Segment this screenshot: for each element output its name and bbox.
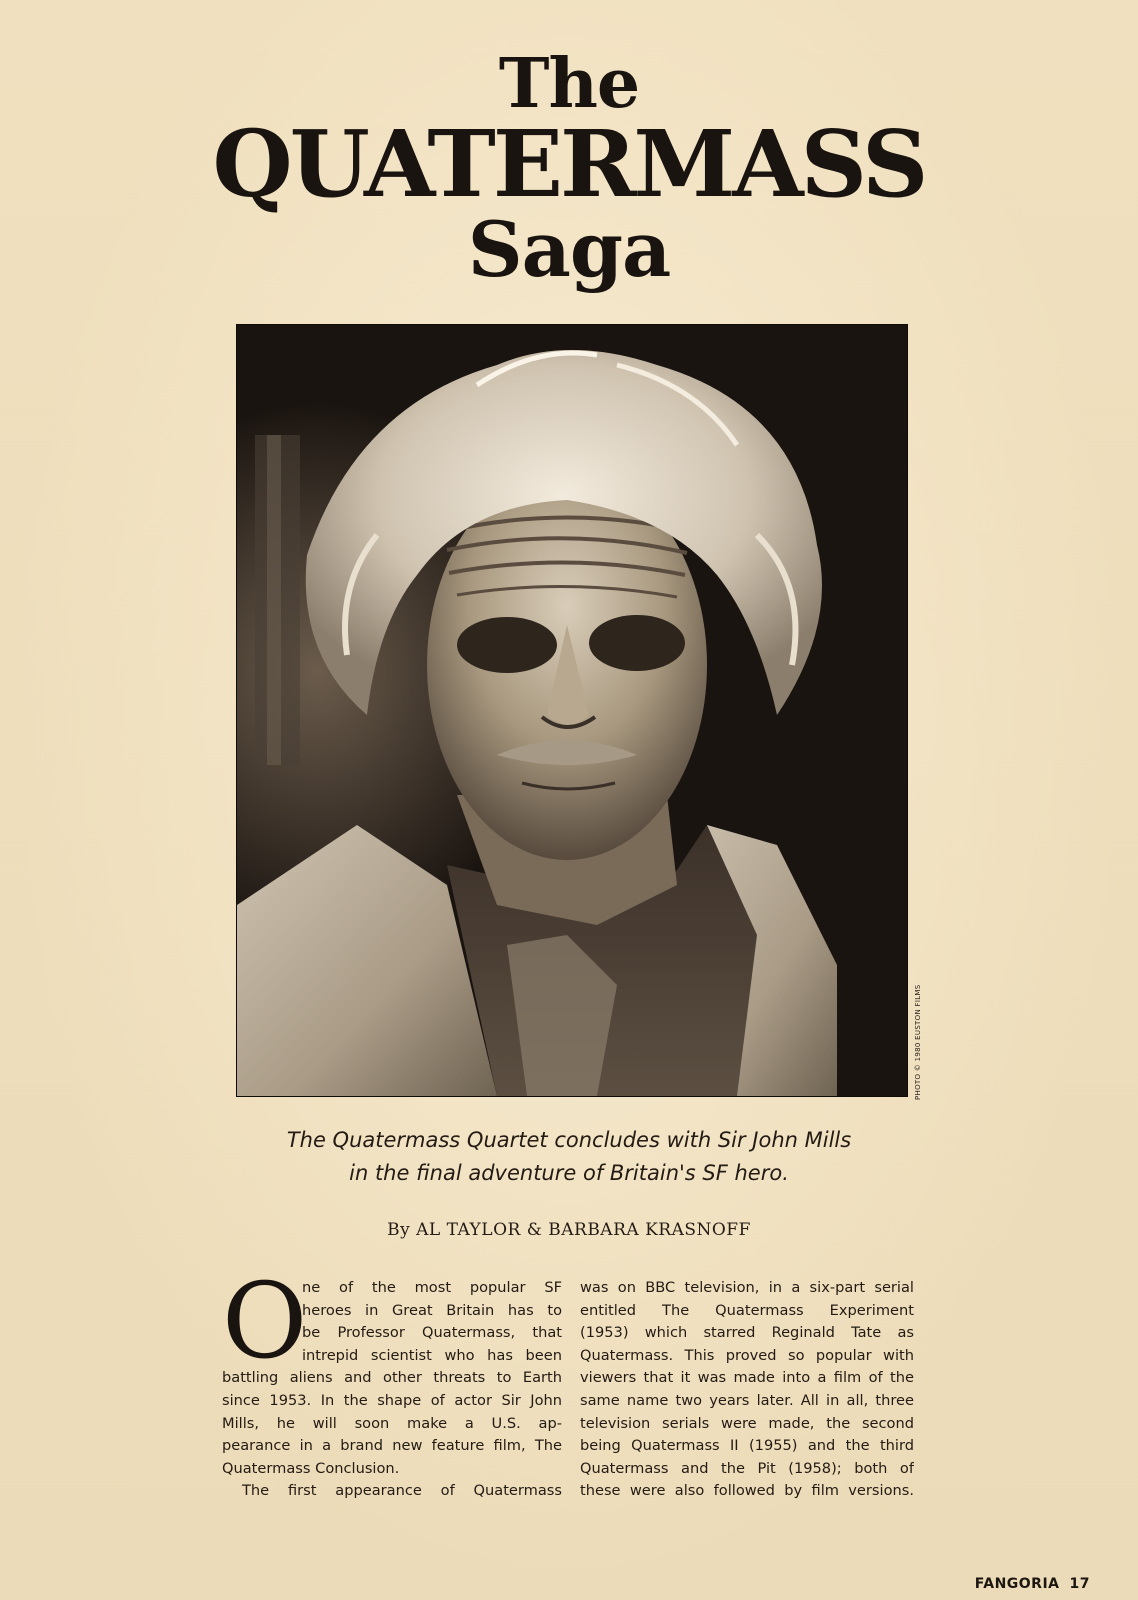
- headline-line-2: QUATERMASS: [212, 110, 926, 218]
- byline: By AL TAYLOR & BARBARA KRASNOFF: [387, 1220, 751, 1240]
- article-line: same name two years later. All in all, three: [580, 1391, 914, 1409]
- portrait-photo: [237, 325, 907, 1096]
- article-line: ne of the most popular SF: [302, 1279, 562, 1296]
- headline-line-3: Saga: [467, 205, 671, 294]
- article-line: viewers that it was made into a film of the: [580, 1369, 914, 1387]
- article-line: television serials were made, the second: [580, 1414, 914, 1432]
- deck-subheadline: [0, 1124, 1138, 1190]
- photo-credit-text: PHOTO © 1980 EUSTON FILMS: [914, 984, 922, 1100]
- magazine-name: FANGORIA: [974, 1576, 1060, 1592]
- article-line: (1953) which starred Reginald Tate as: [580, 1324, 914, 1342]
- page-number: 17: [1069, 1576, 1090, 1592]
- article-column-right: [580, 1277, 914, 1503]
- article-column-left: [222, 1277, 562, 1503]
- portrait-photo-illustration: [237, 325, 907, 1096]
- article-line: Quatermass and the Pit (1958); both of: [580, 1459, 914, 1477]
- article-line: was on BBC television, in a six-part serial: [580, 1279, 914, 1296]
- article-line: heroes in Great Britain has to: [302, 1301, 562, 1319]
- article-line: Mills, he will soon make a U.S. ap-: [222, 1414, 562, 1432]
- article-line: since 1953. In the shape of actor Sir John: [222, 1391, 562, 1409]
- article-line: Quatermass Conclusion.: [222, 1459, 400, 1477]
- article-line: pearance in a brand new feature film, The: [222, 1437, 562, 1455]
- photo-credit: [914, 970, 926, 1100]
- article-line: The first appearance of Quatermass: [242, 1482, 562, 1500]
- deck-line-1: The Quatermass Quartet concludes with Sir John Mills: [286, 1128, 852, 1152]
- drop-cap: O: [222, 1260, 308, 1382]
- article-line: being Quatermass II (1955) and the third: [580, 1437, 914, 1455]
- article-line: Quatermass. This proved so popular with: [580, 1346, 914, 1364]
- article-line: entitled The Quatermass Experiment: [580, 1301, 914, 1319]
- article-line: be Professor Quatermass, that: [302, 1324, 562, 1342]
- page-footer: [975, 1576, 1090, 1592]
- deck-line-2: in the final adventure of Britain's SF hero.: [349, 1161, 789, 1185]
- article-line: battling aliens and other threats to Earth: [222, 1369, 562, 1387]
- article-line: these were also followed by film versions.: [580, 1482, 914, 1500]
- headline-line-1: The: [498, 44, 640, 124]
- article-line: intrepid scientist who has been: [302, 1346, 562, 1364]
